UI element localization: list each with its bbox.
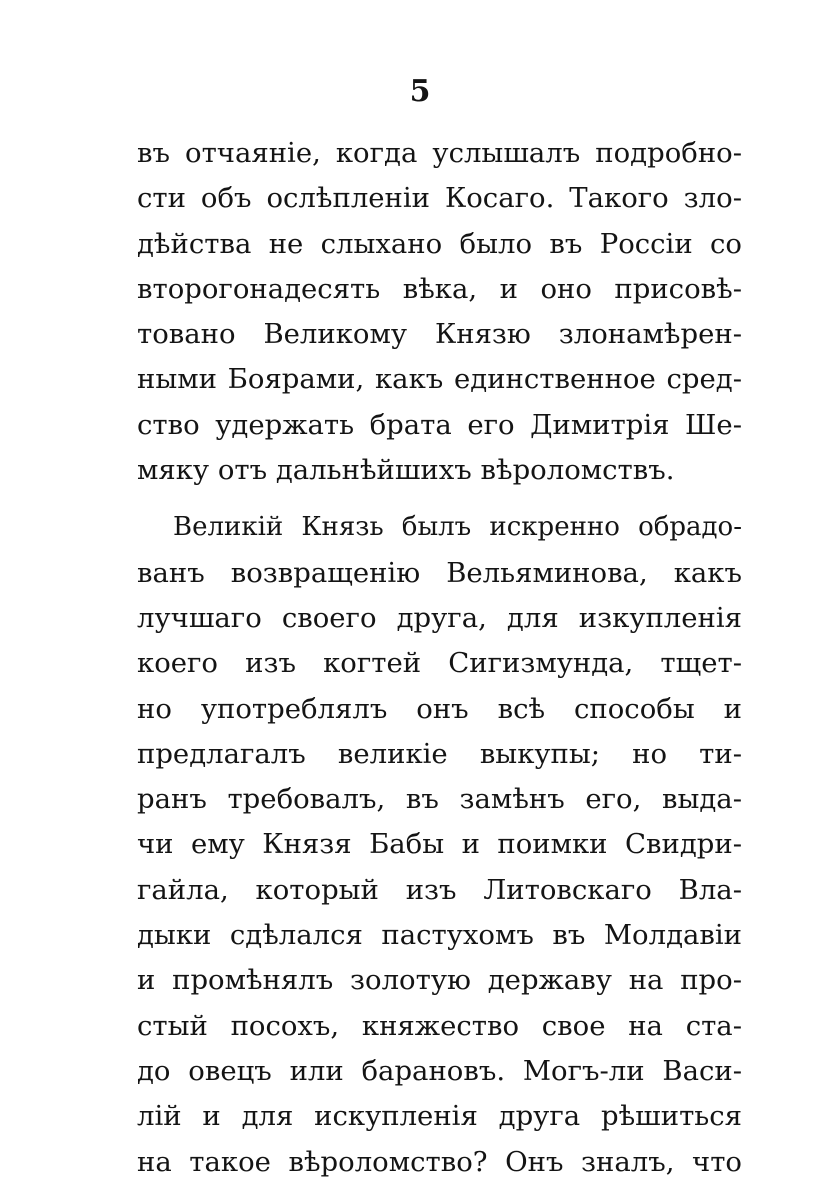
text-line: лучшаго своего друга, для изкупленія — [137, 601, 742, 634]
text-line: коего изъ когтей Сигизмунда, тщет- — [137, 647, 742, 680]
body-text — [137, 131, 742, 1185]
text-line: мяку отъ дальнѣйшихъ вѣроломствъ. — [137, 454, 675, 487]
paragraph-1 — [137, 131, 742, 493]
text-line: второгонадесять вѣка, и оно присовѣ- — [137, 272, 742, 305]
text-line: ванъ возвращенію Вельяминова, какъ — [137, 556, 742, 589]
text-line: дѣйства не слыхано было въ Россіи со — [137, 227, 742, 260]
text-line: стый посохъ, княжество свое на ста- — [137, 1009, 742, 1042]
text-line: гайла, который изъ Литовскаго Вла- — [137, 873, 742, 906]
text-line: сти объ ослѣпленіи Косаго. Такого зло- — [137, 182, 742, 215]
text-line: чи ему Князя Бабы и поимки Свидри- — [137, 828, 742, 861]
text-line: лій и для искупленія друга рѣшиться — [137, 1100, 742, 1133]
text-line: въ отчаяніе, когда услышалъ подробно- — [137, 137, 742, 169]
text-line: ными Боярами, какъ единственное сред- — [137, 363, 742, 396]
text-line: ранъ требовалъ, въ замѣнъ его, выда- — [137, 783, 742, 816]
paragraph-2 — [137, 505, 742, 1184]
text-line: на такое вѣроломство? Онъ зналъ, что — [137, 1145, 742, 1178]
text-line: товано Великому Князю злонамѣрен- — [137, 318, 742, 351]
text-line: и промѣнялъ золотую державу на про- — [137, 964, 742, 997]
text-line: до овецъ или барановъ. Могъ-ли Васи- — [137, 1054, 742, 1087]
text-line: ство удержать брата его Димитрія Ше- — [137, 408, 742, 441]
text-line: дыки сдѣлался пастухомъ въ Молдавіи — [137, 919, 742, 952]
text-line: но употреблялъ онъ всѣ способы и — [137, 692, 742, 725]
text-line: предлагалъ великіе выкупы; но ти- — [137, 737, 742, 770]
page-number: 5 — [409, 74, 431, 109]
text-line: Великій Князь былъ искренно обрадо- — [173, 512, 742, 543]
